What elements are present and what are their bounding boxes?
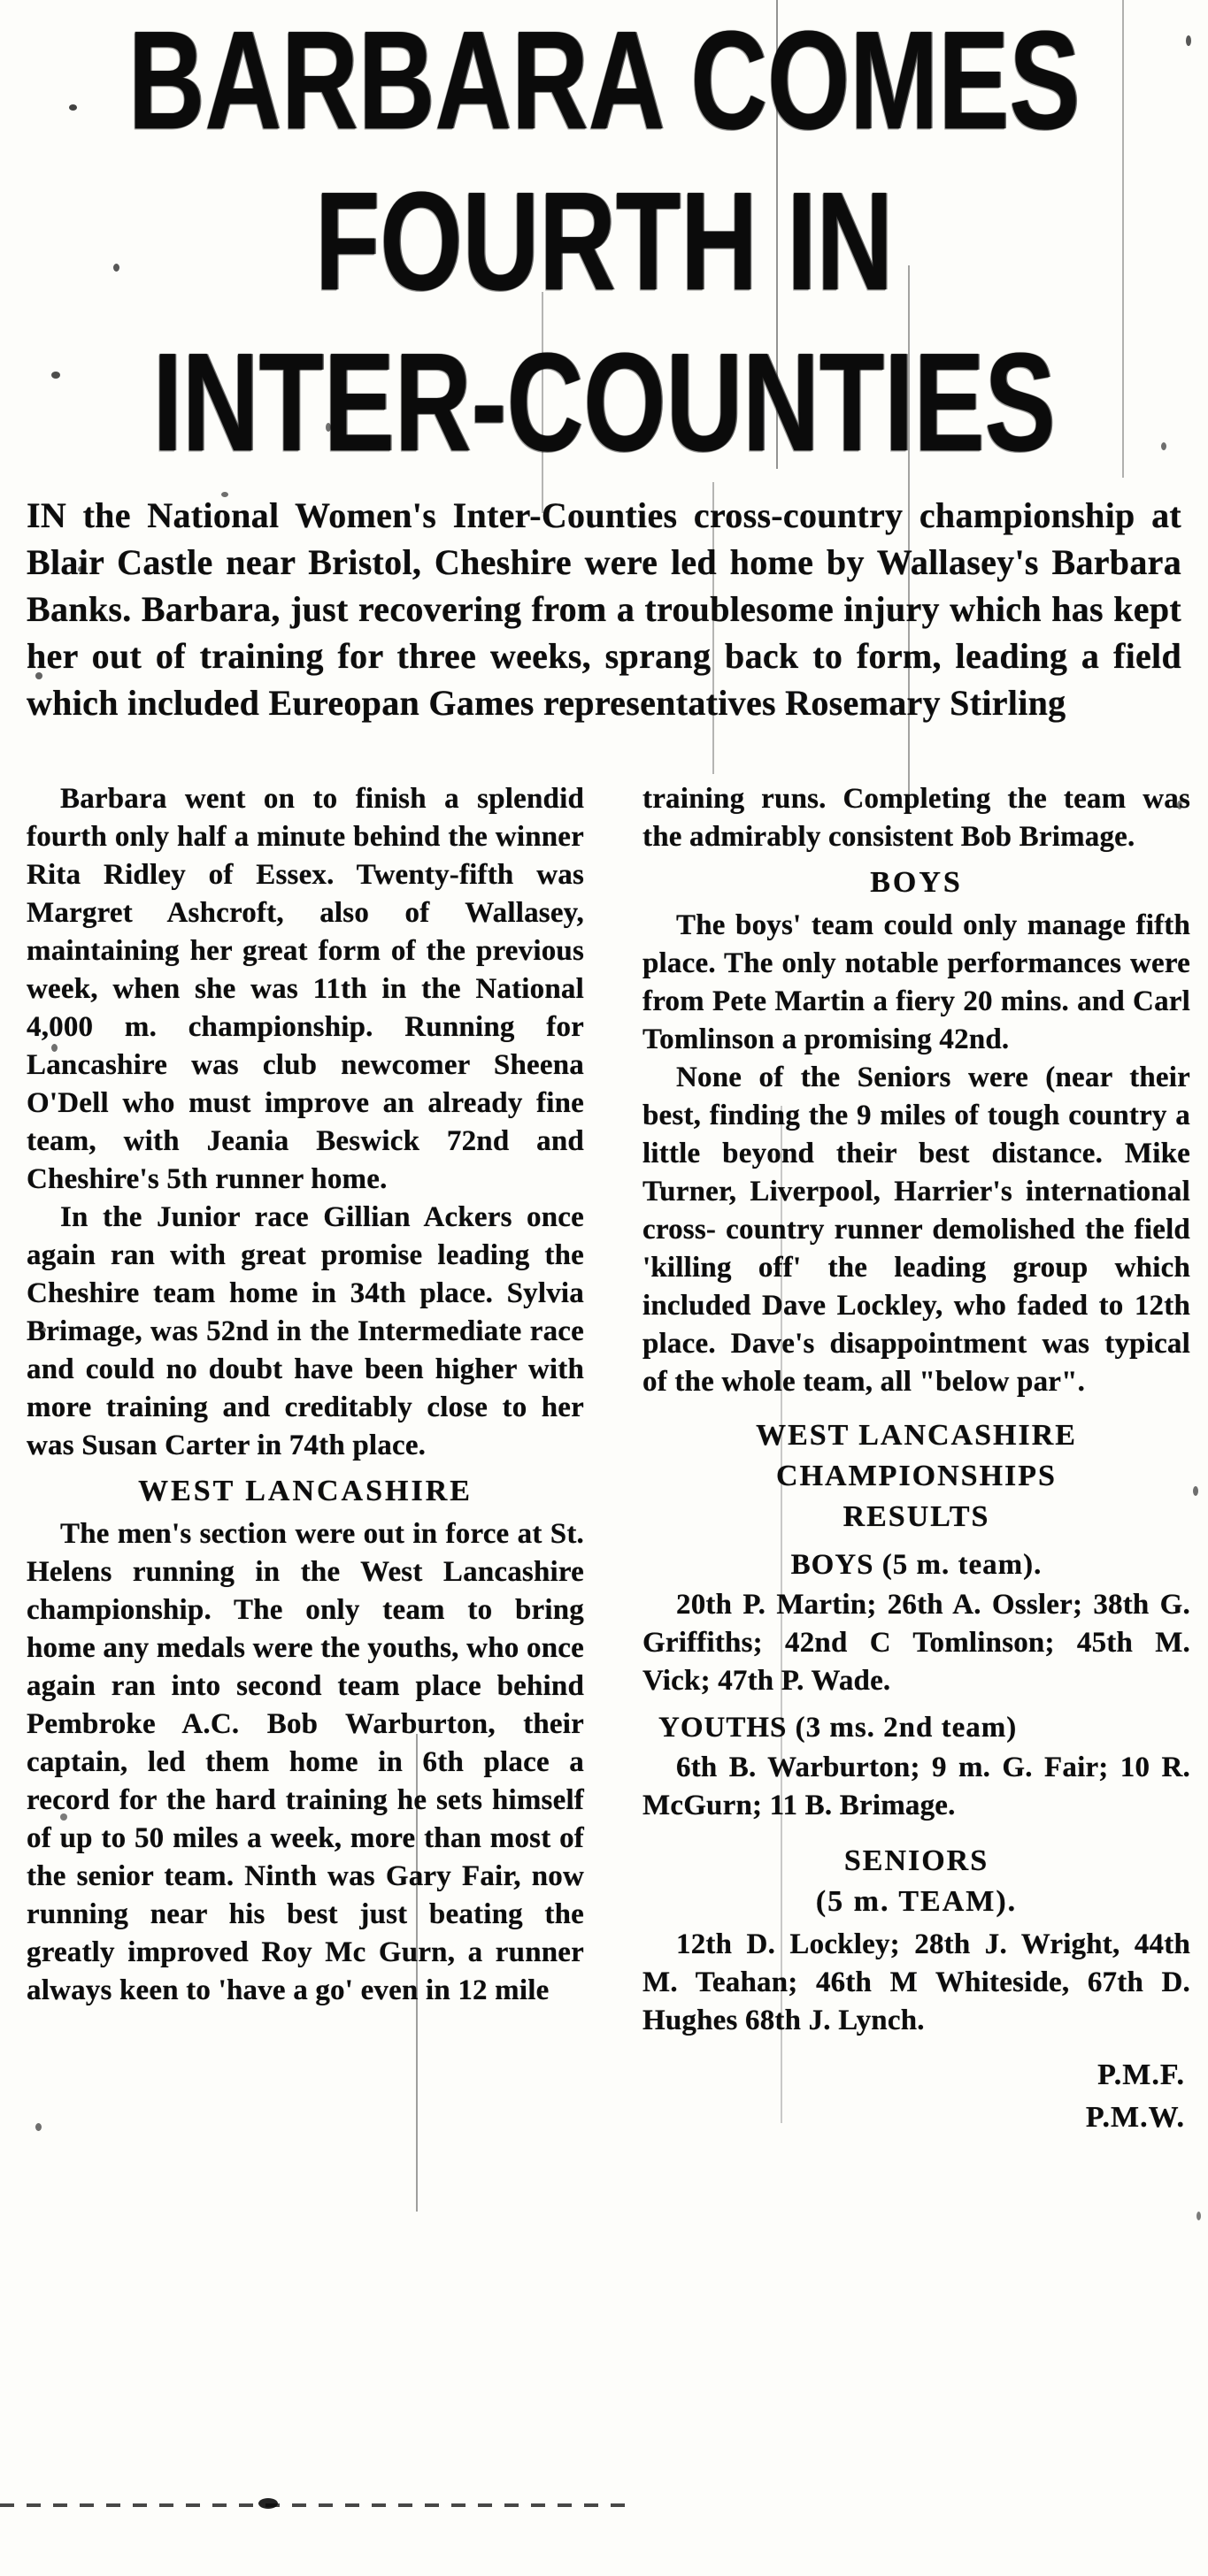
headline: [0, 0, 1208, 483]
paragraph-mens-section: The men's section were out in force at St. Helens running in the West Lancashire championship. The only team to bring home any medals were the youths, who once again ran into second team place behind Pembroke A.C. Bob Warburton, their captain, led them home in 6th place a record for the hard training he sets himself of up to 50 miles a week, more than most of the senior team. Ninth was Gary Fair, now running near his best just beating the greatly improved Roy Mc Gurn, a runner always keen to 'have a go' even in 12 mile: [27, 1518, 584, 2006]
byline-initials-2: P.M.W.: [1085, 2101, 1185, 2134]
subhead-west-lancashire: WEST LANCASHIRE: [138, 1475, 473, 1507]
print-artifact: [1196, 2212, 1201, 2220]
seniors-heading-line-1: SENIORS: [843, 1844, 989, 1877]
paragraph-boys-team: The boys' team could only manage fifth place. The only notable performances were from Pete Martin a fiery 20 mins. and Carl Tomlinson a promising 42nd.: [642, 909, 1190, 1055]
article-columns: [27, 780, 1190, 2139]
paragraph-junior-race: In the Junior race Gillian Ackers once again ran with great promise leading the Cheshire team home in 34th place. Sylvia Brimage, was 52nd in the Intermediate race and could no doubt have been higher with more training and creditably close to her was Susan Carter in 74th place.: [27, 1201, 584, 1461]
boys-results-heading: BOYS (5 m. team).: [790, 1549, 1043, 1581]
headline-line-1: [0, 0, 1208, 161]
left-column: [27, 780, 584, 2139]
youths-results-heading: YOUTHS (3 ms. 2nd team): [658, 1712, 1018, 1744]
right-column: [642, 780, 1190, 2139]
torn-edge: [0, 2503, 637, 2507]
results-heading-line-3: RESULTS: [843, 1500, 990, 1533]
paragraph-womens-result: Barbara went on to finish a splendid fourth only half a minute behind the winner Rita Ridley of Essex. Twenty-fifth was Margret Ashcroft, also of Wallasey, maintaining her great form of the previous week, when she was 11th in the National 4,000 m. championship. Running for Lancashire was club newcomer Sheena O'Dell who must improve an already fine team, with Jeania Beswick 72nd and Cheshire's 5th runner home.: [27, 783, 584, 1195]
seniors-results-heading: [642, 1841, 1190, 1922]
youths-results-list: 6th B. Warburton; 9 m. G. Fair; 10 R. McGurn; 11 B. Brimage.: [642, 1752, 1190, 1821]
paragraph-continuation: training runs. Completing the team was the admirably consistent Bob Brimage.: [642, 783, 1190, 853]
headline-text: BARBARA COMES: [127, 2, 1081, 159]
paragraph-seniors: None of the Seniors were (near their best, finding the 9 miles of tough country a little beyond their best distance. Mike Turner, Liverpool, Harrier's international cross- country runner demolished the field 'killing off' the leading group which included Dave Lockley, who faded to 12th place. Dave's disappointment was typical of the whole team, all "below par".: [642, 1062, 1190, 1398]
print-artifact: [1193, 1486, 1198, 1496]
results-heading-line-1: WEST LANCASHIRE: [756, 1419, 1077, 1452]
subhead-boys: BOYS: [870, 866, 963, 899]
headline-text: INTER-COUNTIES: [152, 324, 1056, 481]
byline-initials: [642, 2054, 1190, 2139]
headline-line-2: [0, 161, 1208, 322]
results-heading: [642, 1415, 1190, 1537]
seniors-heading-line-2: (5 m. TEAM).: [815, 1885, 1018, 1918]
boys-results-list: 20th P. Martin; 26th A. Ossler; 38th G. Griffiths; 42nd C Tomlinson; 45th M. Vick; 47th P. Wade.: [642, 1589, 1190, 1697]
headline-line-3: [0, 322, 1208, 483]
results-heading-line-2: CHAMPIONSHIPS: [776, 1460, 1057, 1492]
lead-paragraph: IN the National Women's Inter-Counties cross-country championship at Blair Castle near Bristol, Cheshire were led home by Wallasey's Barbara Banks. Barbara, just recovering from a troublesome injury which has kept her out of training for three weeks, sprang back to form, leading a field which included Eureopan Games representatives Rosemary Stirling: [27, 495, 1181, 723]
byline-initials-1: P.M.F.: [1097, 2058, 1185, 2091]
headline-text: FOURTH IN: [314, 163, 894, 320]
seniors-results-list: 12th D. Lockley; 28th J. Wright, 44th M. Teahan; 46th M Whiteside, 67th D. Hughes 68th J. Lynch.: [642, 1928, 1190, 2036]
print-artifact: [258, 2498, 278, 2509]
